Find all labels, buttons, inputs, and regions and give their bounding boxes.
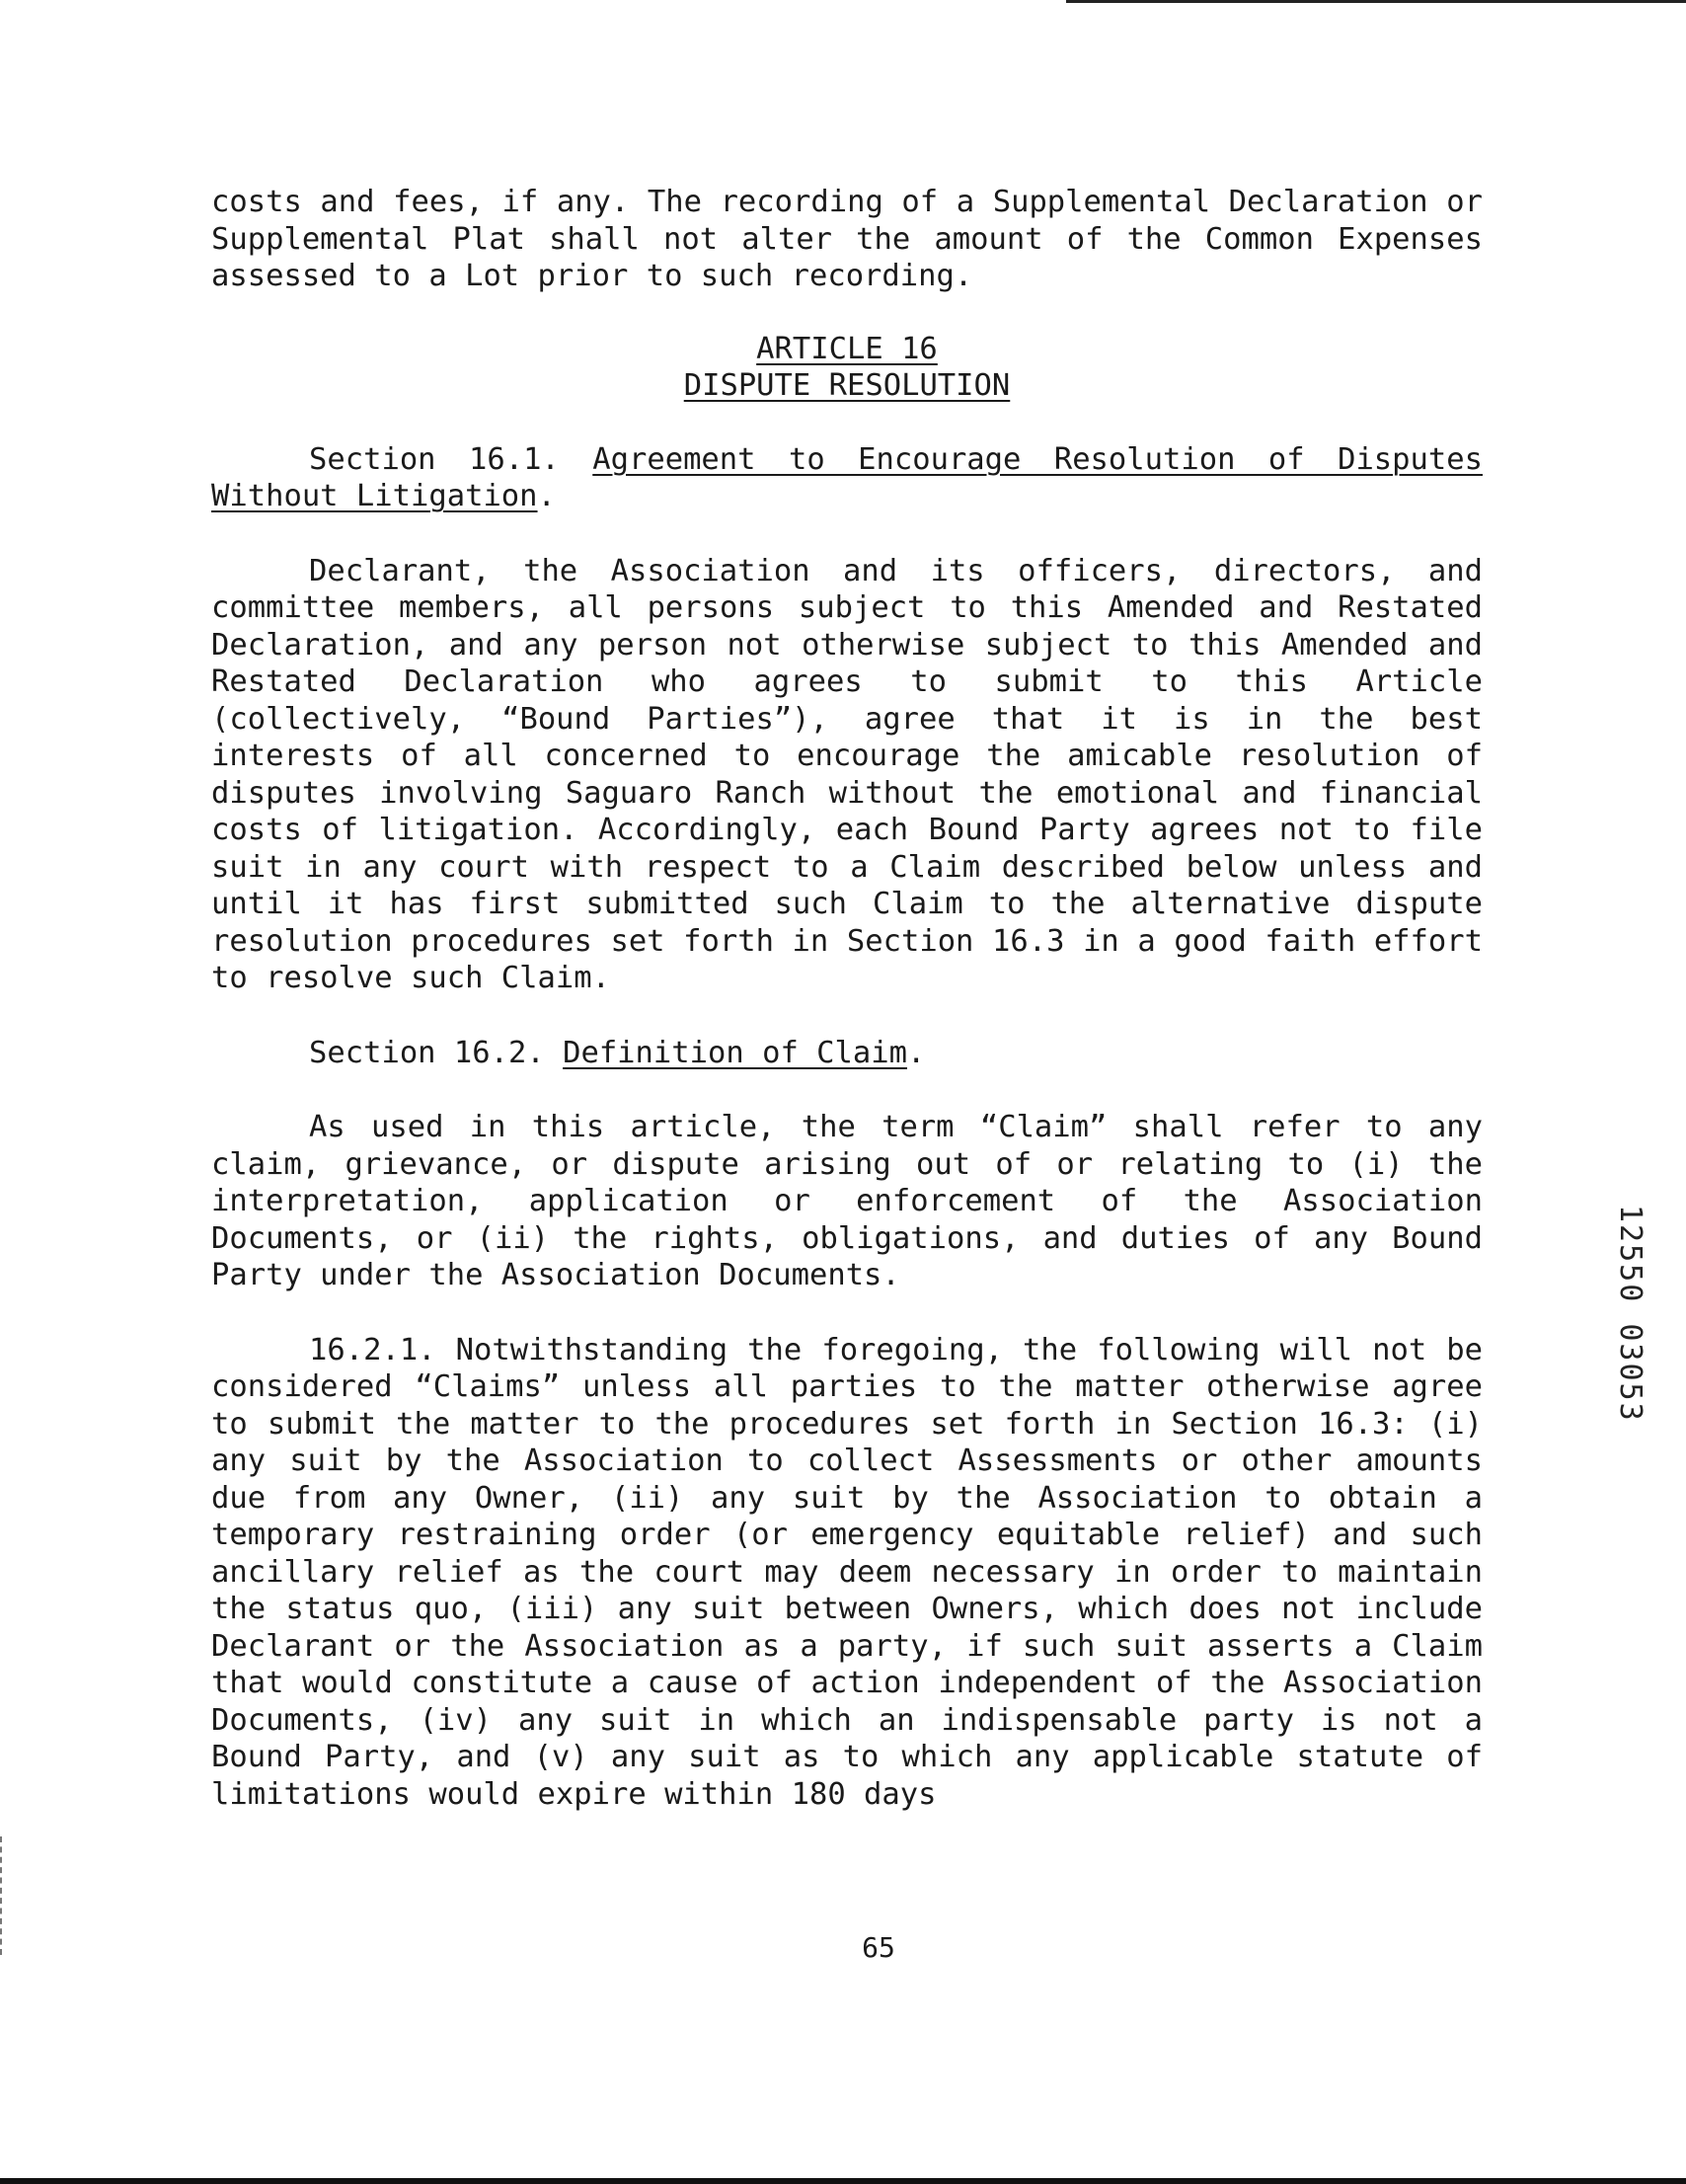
- article-title: DISPUTE RESOLUTION: [683, 368, 1011, 403]
- section-label: Section 16.2.: [309, 1035, 545, 1070]
- scan-edge-top: [1066, 0, 1686, 3]
- section-title-end: .: [537, 479, 556, 513]
- side-recording-number: 12550 03053: [1613, 1205, 1648, 1423]
- section-title: Agreement to Encourage Resolution of Disputes Without Litigation: [211, 441, 1483, 513]
- section-16-2-1-body: 16.2.1. Notwithstanding the foregoing, the following will not be considered “Claims” unless all parties to the matter otherwise agree to submit the matter to the procedures set forth in Section 16.3: (i) any suit by the Association to collect Assessments or other amounts due from any Owner, (ii) any suit by the Association to obtain a temporary restraining order (or emergency equitable relief) and such ancillary relief as the court may deem necessary in order to maintain the status quo, (iii) any suit between Owners, which does not include Declarant or the Association as a party, if such suit asserts a Claim that would constitute a cause of action independent of the Association Documents, (iv) any suit in which an indispensable party is not a Bound Party, and (v) any suit as to which any applicable statute of limitations would expire within 180 days: [211, 1332, 1483, 1812]
- section-title-end: .: [906, 1035, 926, 1070]
- section-title: Definition of Claim: [563, 1035, 907, 1070]
- section-16-2-body: As used in this article, the term “Claim” shall refer to any claim, grievance, or dispute arising out of or relating to (i) the interpretation, application or enforcement of the Association Documents, or (ii) the rights, obligations, and duties of any Bound Party under the Association Documents.: [211, 1110, 1483, 1292]
- scan-edge-bottom: [0, 2178, 1686, 2184]
- section-16-1-body: Declarant, the Association and its officers, directors, and committee members, all persons subject to this Amended and Restated Declaration, and any person not otherwise subject to this Amended and Restated Declaration who agrees to submit to this Article (collectively, “Bound Parties”), agree that it is in the best interests of all concerned to encourage the amicable resolution of disputes involving Saguaro Ranch without the emotional and financial costs of litigation. Accordingly, each Bound Party agrees not to file suit in any court with respect to a Claim described below unless and until it has first submitted such Claim to the alternative dispute resolution procedures set forth in Section 16.3 in a good faith effort to resolve such Claim.: [211, 553, 1483, 995]
- section-label: Section 16.1.: [309, 441, 560, 477]
- intro-paragraph: costs and fees, if any. The recording of a Supplemental Declaration or Supplemental Plat shall not alter the amount of the Common Expenses assessed to a Lot prior to such recording.: [211, 185, 1483, 293]
- article-heading: [211, 331, 1483, 405]
- section-16-2-heading: [211, 1035, 1483, 1072]
- section-16-1-heading: [211, 441, 1483, 515]
- article-number: ARTICLE 16: [756, 331, 938, 366]
- page-number: 65: [862, 1931, 895, 1964]
- document-body: [211, 184, 1483, 1813]
- scan-edge-left: [0, 1836, 5, 1955]
